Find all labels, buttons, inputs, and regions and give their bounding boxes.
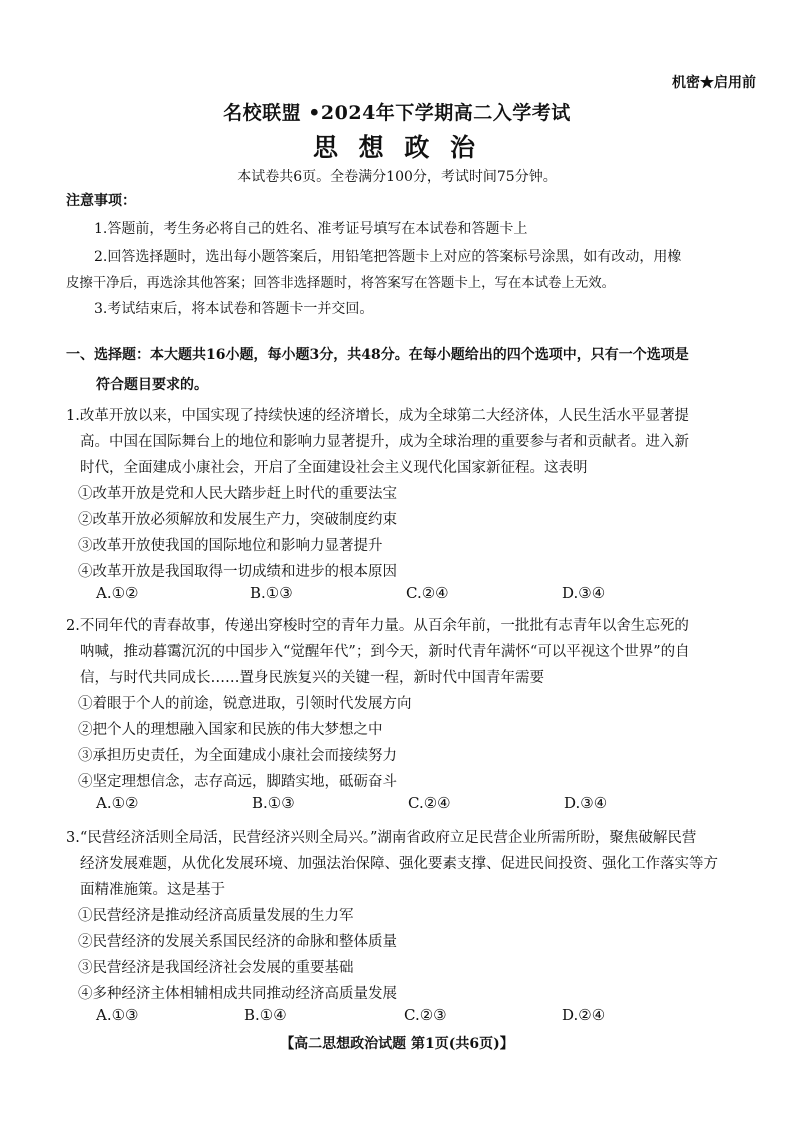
question-stem-line: 2.不同年代的青春故事，传递出穿梭时空的青年力量。从百余年前，一批批有志青年以舍生忘死的 — [66, 618, 689, 634]
statement-option: ④改革开放是我国取得一切成绩和进步的根本原因 — [78, 564, 397, 580]
choice-b: B.①③ — [252, 794, 295, 812]
subject-title: 思 想 政 治 — [312, 133, 482, 162]
page-footer: 【高二思想政治试题 第1页(共6页)】 — [280, 1036, 514, 1052]
section-heading-cont: 符合题目要求的。 — [96, 377, 208, 393]
statement-option: ④坚定理想信念，志存高远，脚踏实地，砥砺奋斗 — [78, 774, 397, 790]
question-stem-line: 高。中国在国际舞台上的地位和影响力显著提升，成为全球治理的重要参与者和贡献者。进入新 — [80, 434, 689, 450]
statement-option: ②改革开放必须解放和发展生产力，突破制度约束 — [78, 512, 397, 528]
statement-option: ③民营经济是我国经济社会发展的重要基础 — [78, 960, 354, 976]
statement-option: ③承担历史责任，为全面建成小康社会而接续努力 — [78, 748, 397, 764]
choice-b: B.①④ — [244, 1006, 287, 1024]
choice-d: D.②④ — [562, 1006, 606, 1024]
confidential-mark: 机密★启用前 — [672, 75, 756, 91]
choice-a: A.①② — [96, 584, 139, 602]
note-2-cont: 皮擦干净后，再选涂其他答案；回答非选择题时，将答案写在答题卡上，写在本试卷上无效。 — [66, 276, 616, 291]
statement-option: ③改革开放使我国的国际地位和影响力显著提升 — [78, 538, 383, 554]
notes-heading: 注意事项： — [66, 193, 136, 209]
choice-b: B.①③ — [250, 584, 293, 602]
question-stem-line: 1.改革开放以来，中国实现了持续快速的经济增长，成为全球第二大经济体，人民生活水平显著提 — [66, 408, 689, 424]
statement-option: ①改革开放是党和人民大踏步赶上时代的重要法宝 — [78, 486, 397, 502]
note-1: 1.答题前，考生务必将自己的姓名、准考证号填写在本试卷和答题卡上 — [94, 221, 528, 237]
choice-a: A.①② — [96, 794, 139, 812]
question-stem-line: 信，与时代共同成长……置身民族复兴的关键一程，新时代中国青年需要 — [80, 670, 544, 686]
section-heading: 一、选择题：本大题共16小题，每小题3分，共48分。在每小题给出的四个选项中，只有一个选项是 — [66, 347, 689, 363]
statement-option: ②把个人的理想融入国家和民族的伟大梦想之中 — [78, 722, 383, 738]
question-stem-line: 时代，全面建成小康社会，开启了全面建设社会主义现代化国家新征程。这表明 — [80, 460, 588, 476]
choice-c: C.②④ — [408, 794, 451, 812]
choice-d: D.③④ — [562, 584, 606, 602]
statement-option: ②民营经济的发展关系国民经济的命脉和整体质量 — [78, 934, 397, 950]
note-3: 3.考试结束后，将本试卷和答题卡一并交回。 — [94, 301, 374, 317]
question-stem-line: 经济发展难题，从优化发展环境、加强法治保障、强化要素支撑、促进民间投资、强化工作落实等方 — [80, 856, 718, 872]
statement-option: ④多种经济主体相辅相成共同推动经济高质量发展 — [78, 986, 397, 1002]
statement-option: ①民营经济是推动经济高质量发展的生力军 — [78, 908, 354, 924]
note-2: 2.回答选择题时，选出每小题答案后，用铅笔把答题卡上对应的答案标号涂黑，如有改动，用橡 — [94, 249, 682, 265]
choice-c: C.②④ — [406, 584, 449, 602]
question-stem-line: 面精准施策。这是基于 — [80, 882, 225, 898]
statement-option: ①着眼于个人的前途，锐意进取，引领时代发展方向 — [78, 696, 412, 712]
exam-info: 本试卷共6页。全卷满分100分，考试时间75分钟。 — [237, 169, 557, 185]
question-stem-line: 呐喊，推动暮霭沉沉的中国步入“觉醒年代”；到今天，新时代青年满怀“可以平视这个世界”的自 — [80, 644, 690, 660]
choice-d: D.③④ — [564, 794, 608, 812]
exam-title: 名校联盟 •2024年下学期高二入学考试 — [223, 102, 571, 124]
question-stem-line: 3.“民营经济活则全局活，民营经济兴则全局兴。”湖南省政府立足民营企业所需所盼，聚焦破解民营 — [66, 830, 697, 846]
choice-c: C.②③ — [404, 1006, 447, 1024]
choice-a: A.①③ — [96, 1006, 139, 1024]
